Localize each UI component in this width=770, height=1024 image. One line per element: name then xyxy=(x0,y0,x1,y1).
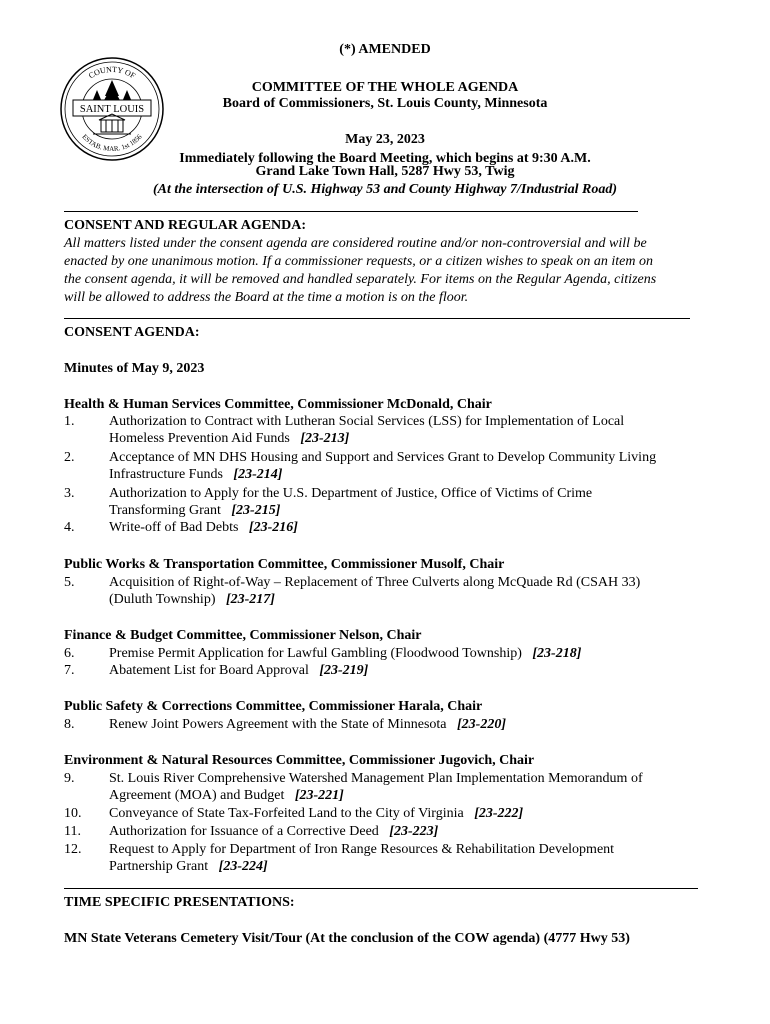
divider-1 xyxy=(64,211,638,212)
seal-bottom-text: ESTAB. MAR. 1st 1856 xyxy=(80,132,144,154)
item-code: [23-220] xyxy=(457,717,506,732)
meeting-timing: Immediately following the Board Meeting, which begins at 9:30 A.M. xyxy=(179,151,591,166)
consent-agenda-heading: CONSENT AGENDA: xyxy=(64,325,200,340)
item-number: 8. xyxy=(64,717,75,732)
seal-center-text: SAINT LOUIS xyxy=(79,104,145,115)
item-text-line2: Partnership Grant xyxy=(109,859,209,874)
item-text-line1: Authorization to Apply for the U.S. Department of Justice, Office of Victims of Crime xyxy=(109,486,593,501)
item-text-line2: Write-off of Bad Debts xyxy=(109,520,239,535)
item-text-line2: Renew Joint Powers Agreement with the State of Minnesota xyxy=(109,717,447,732)
divider-2 xyxy=(64,318,690,319)
consent-regular-line-3: the consent agenda, it will be removed and handled separately. For items on the Regular Agenda, citizens xyxy=(64,272,657,287)
divider-3 xyxy=(64,888,698,889)
committee-title: Health & Human Services Committee, Commissioner McDonald, Chair xyxy=(64,397,492,412)
time-specific-item: MN State Veterans Cemetery Visit/Tour (At the conclusion of the COW agenda) (4777 Hwy 53) xyxy=(64,931,630,946)
item-code: [23-214] xyxy=(233,467,283,482)
item-text-line2: Homeless Prevention Aid Funds xyxy=(109,431,290,446)
committee-title: Finance & Budget Committee, Commissioner Nelson, Chair xyxy=(64,628,422,643)
item-number: 4. xyxy=(64,520,75,535)
item-code: [23-224] xyxy=(218,859,268,874)
item-text-line2: Infrastructure Funds xyxy=(109,467,223,482)
board-name: Board of Commissioners, St. Louis County, Minnesota xyxy=(222,96,548,111)
item-number: 2. xyxy=(64,450,75,465)
meeting-location: Grand Lake Town Hall, 5287 Hwy 53, Twig xyxy=(255,164,515,179)
seal-top-text: COUNTY OF xyxy=(87,64,137,81)
item-number: 6. xyxy=(64,646,75,661)
agenda-title: COMMITTEE OF THE WHOLE AGENDA xyxy=(251,80,519,95)
item-text-line1: Acquisition of Right-of-Way – Replacement of Three Culverts along McQuade Rd (CSAH 33) xyxy=(109,575,641,590)
item-code: [23-218] xyxy=(532,646,582,661)
item-code: [23-217] xyxy=(225,592,275,607)
item-code: [23-216] xyxy=(248,520,298,535)
item-number: 3. xyxy=(64,486,75,501)
item-number: 5. xyxy=(64,575,75,590)
item-text-line1: St. Louis River Comprehensive Watershed Management Plan Implementation Memorandum of xyxy=(109,771,643,786)
item-text-line1: Request to Apply for Department of Iron Range Resources & Rehabilitation Development xyxy=(109,842,615,857)
item-text-line2: (Duluth Township) xyxy=(109,592,216,607)
consent-regular-line-2: enacted by one unanimous motion. If a commissioner requests, or a citizen wishes to speak on an item on xyxy=(64,254,653,269)
item-text-line2: Transforming Grant xyxy=(109,503,221,518)
item-text-line2: Abatement List for Board Approval xyxy=(109,663,309,678)
item-text-line2: Authorization for Issuance of a Corrective Deed xyxy=(109,824,379,839)
item-number: 11. xyxy=(64,824,81,839)
item-text-line1: Acceptance of MN DHS Housing and Support and Services Grant to Develop Community Living xyxy=(109,450,657,465)
item-number: 9. xyxy=(64,771,75,786)
item-number: 12. xyxy=(64,842,82,857)
committee-title: Environment & Natural Resources Committee, Commissioner Jugovich, Chair xyxy=(64,753,535,768)
item-number: 1. xyxy=(64,414,75,429)
item-code: [23-221] xyxy=(294,788,344,803)
item-number: 7. xyxy=(64,663,75,678)
item-text-line2: Premise Permit Application for Lawful Gambling (Floodwood Township) xyxy=(109,646,522,661)
time-specific-heading: TIME SPECIFIC PRESENTATIONS: xyxy=(64,895,295,910)
meeting-date: May 23, 2023 xyxy=(345,132,425,147)
item-text-line2: Conveyance of State Tax-Forfeited Land to the City of Virginia xyxy=(109,806,464,821)
item-text-line2: Agreement (MOA) and Budget xyxy=(109,788,285,803)
minutes-item: Minutes of May 9, 2023 xyxy=(64,361,205,376)
consent-regular-line-4: will be allowed to address the Board at the time a motion is on the floor. xyxy=(64,290,469,305)
consent-regular-heading: CONSENT AND REGULAR AGENDA: xyxy=(64,218,307,233)
committee-title: Public Safety & Corrections Committee, Commissioner Harala, Chair xyxy=(64,699,483,714)
meeting-directions: (At the intersection of U.S. Highway 53 and County Highway 7/Industrial Road) xyxy=(152,182,618,197)
item-code: [23-215] xyxy=(231,503,281,518)
item-text-line1: Authorization to Contract with Lutheran Social Services (LSS) for Implementation of Local xyxy=(109,414,625,429)
item-code: [23-222] xyxy=(474,806,524,821)
amended-label: (*) AMENDED xyxy=(339,42,431,57)
item-code: [23-213] xyxy=(300,431,350,446)
consent-regular-line-1: All matters listed under the consent agenda are considered routine and/or non-controversial and will be xyxy=(64,236,647,251)
committee-title: Public Works & Transportation Committee, Commissioner Musolf, Chair xyxy=(64,557,505,572)
item-code: [23-219] xyxy=(319,663,369,678)
item-code: [23-223] xyxy=(389,824,439,839)
item-number: 10. xyxy=(64,806,82,821)
